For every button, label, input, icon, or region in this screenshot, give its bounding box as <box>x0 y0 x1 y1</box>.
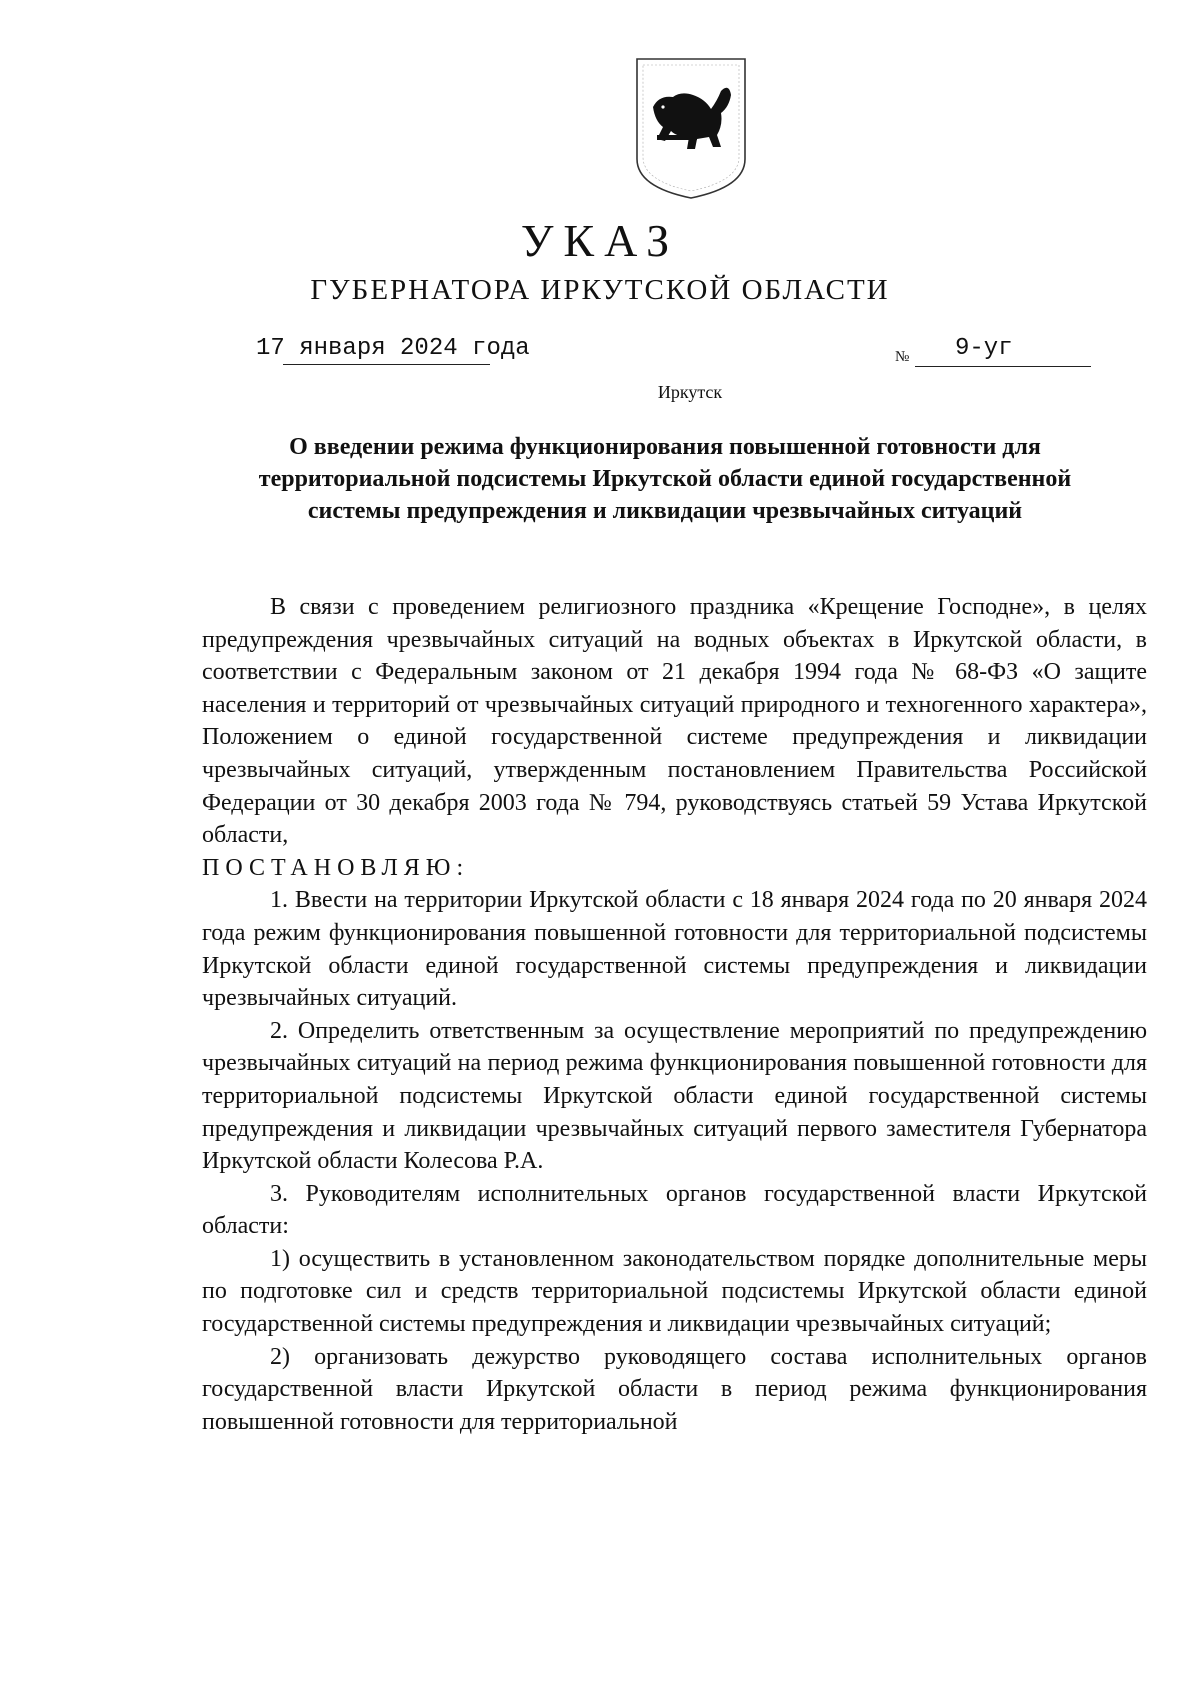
coat-of-arms-icon <box>633 55 749 202</box>
number-underline <box>915 366 1091 367</box>
date-underline <box>283 364 490 365</box>
preamble-paragraph: В связи с проведением религиозного праздника «Крещение Господне», в целях предупреждения чрезвычайных ситуаций на водных объектах в Иркутской области, в соответствии с Федеральным законом от 21 декабря 1994 года № 68-ФЗ «О защите населения и территорий от чрезвычайных ситуаций природного и техногенного характера», Положением о единой государственной системе предупреждения и ликвидации чрезвычайных ситуаций, утвержденным постановлением Правительства Российской Федерации от 30 декабря 2003 года № 794, руководствуясь статьей 59 Устава Иркутской области, <box>202 594 1147 849</box>
item-paragraph: 3. Руководителям исполнительных органов государственной власти Иркутской области: <box>202 1180 1147 1240</box>
decree-word: ПОСТАНОВЛЯЮ: <box>202 854 470 881</box>
item-paragraph: 1. Ввести на территории Иркутской области с 18 января 2024 года по 20 января 2024 года режим функционирования повышенной готовности для территориальной подсистемы Иркутской области единой государственной системы предупреждения и ликвидации чрезвычайных ситуаций. <box>202 887 1147 1012</box>
item-paragraph: 2. Определить ответственным за осуществление мероприятий по предупреждению чрезвычайных ситуаций на период режима функционирования повышенной готовности для территориальной подсистемы Иркутской области единой государственной системы предупреждения и ликвидации чрезвычайных ситуаций первого заместителя Губернатора Иркутской области Колесова Р.А. <box>202 1017 1147 1175</box>
document-title: УКАЗ <box>520 215 680 266</box>
document-subtitle: ГУБЕРНАТОРА ИРКУТСКОЙ ОБЛАСТИ <box>310 274 890 306</box>
document-heading: О введении режима функционирования повышенной готовности для территориальной подсистемы Иркутской области единой государственной системы предупреждения и ликвидации чрезвычайных ситуаций <box>258 434 1072 524</box>
document-number: 9-уг <box>955 335 1013 362</box>
item-paragraph: 1) осуществить в установленном законодательством порядке дополнительные меры по подготовке сил и средств территориальной подсистемы Иркутской области единой государственной системы предупреждения и ликвидации чрезвычайных ситуаций; <box>202 1245 1147 1338</box>
item-paragraph: 2) организовать дежурство руководящего состава исполнительных органов государственной власти Иркутской области в период режима функционирования повышенной готовности для территориальной <box>202 1343 1147 1435</box>
document-city: Иркутск <box>657 382 723 402</box>
document-date: 17 января 2024 года <box>256 335 530 362</box>
document-body <box>202 591 1147 1438</box>
number-label: № <box>895 349 910 365</box>
